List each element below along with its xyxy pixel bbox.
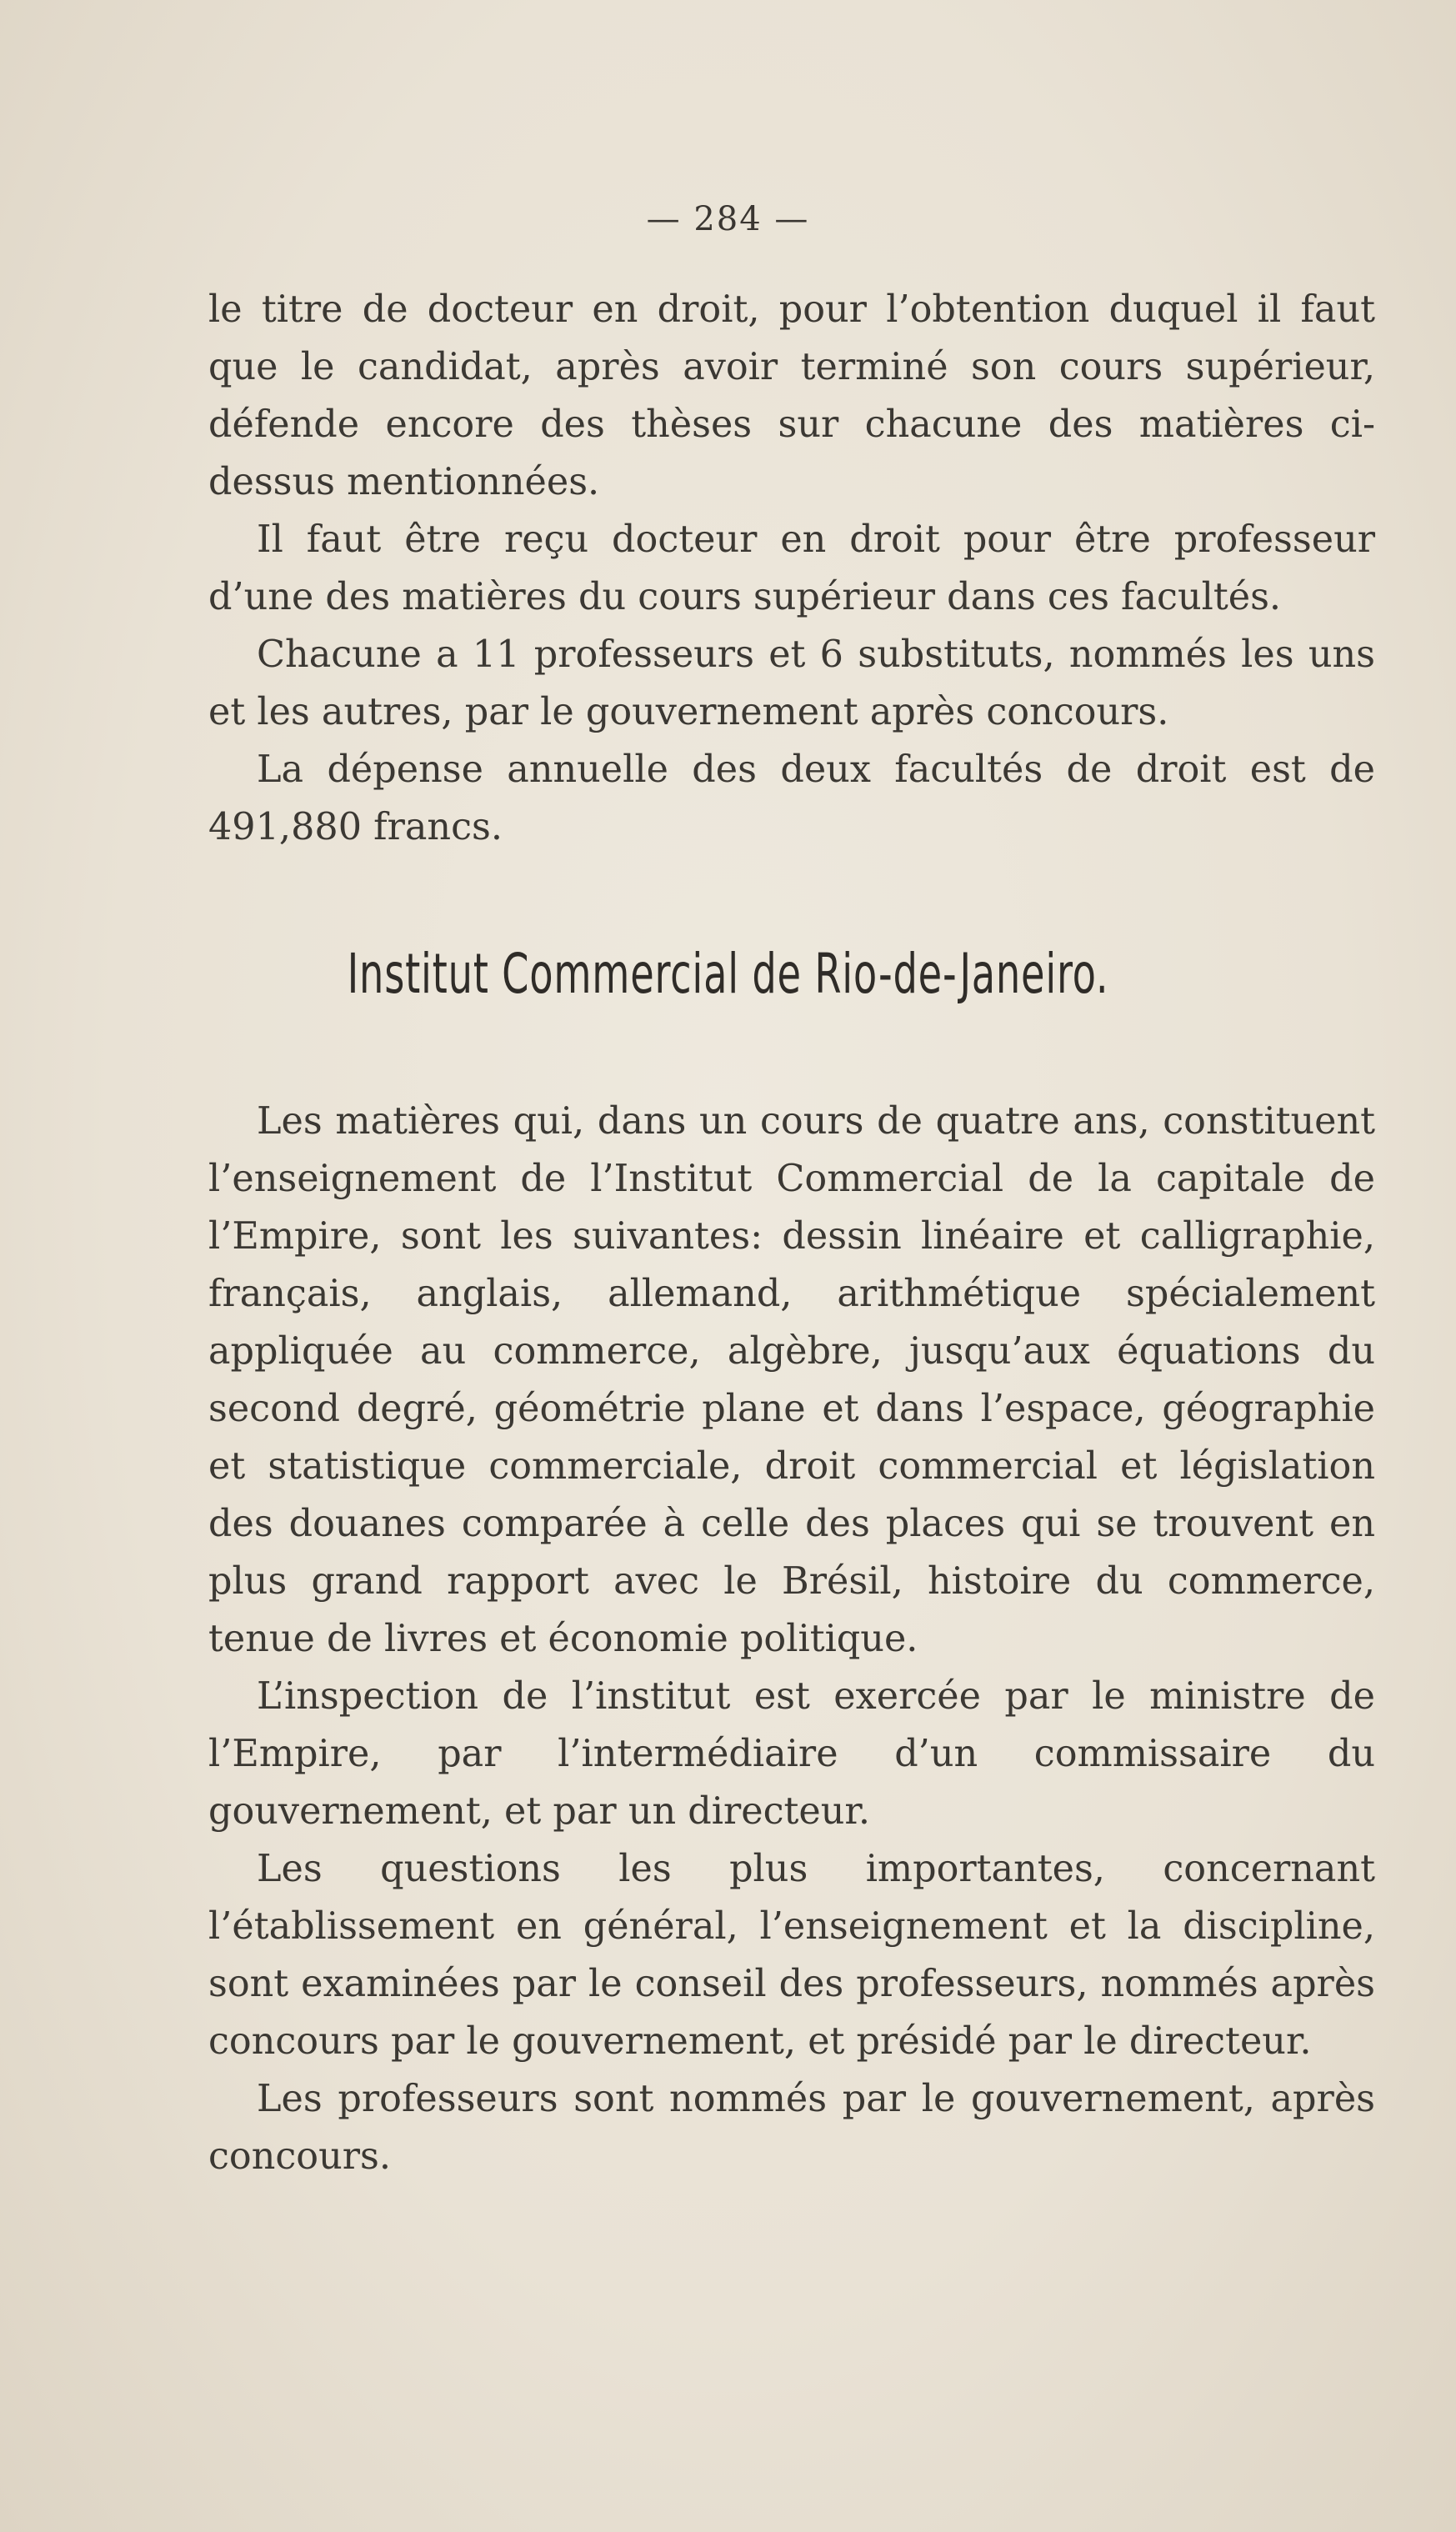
paragraph-doctorate: le titre de docteur en droit, pour l’obtention duquel il faut que le candidat, après avoir terminé son cours supérieur, défende encore des thèses sur chacune des matières ci-dessus mentionnées. [208, 288, 1375, 503]
paragraph-curriculum: Les matières qui, dans un cours de quatre ans, constituent l’enseignement de l’Institut Commercial de la capitale de l’Empire, sont les suivantes: dessin linéaire et calligraphie, français, anglais, allemand, arithmétique spécialement appliquée au commerce, algèbre, jusqu’aux équations du second degré, géométrie plane et dans l’espace, géographie et statistique commerciale, droit commercial et législation des douanes comparée à celle des places qui se trouvent en plus grand rapport avec le Brésil, histoire du commerce, tenue de livres et économie politique. [208, 1100, 1375, 1660]
paragraph-faculty-staff: Chacune a 11 professeurs et 6 substituts, nommés les uns et les autres, par le gouvernement après concours. [208, 633, 1375, 733]
paragraph-professor-requirement: Il faut être reçu docteur en droit pour être professeur d’une des matières du cours supérieur dans ces facultés. [208, 518, 1375, 618]
section-text-block [208, 1093, 1375, 2185]
top-text-block [208, 281, 1375, 856]
paragraph-council: Les questions les plus importantes, concernant l’établissement en général, l’enseignement et la discipline, sont examinées par le conseil des professeurs, nommés après concours par le gouvernement, et présidé par le directeur. [208, 1848, 1375, 2063]
paragraph-inspection: L’inspection de l’institut est exercée par le ministre de l’Empire, par l’intermédiaire d’un commissaire du gouvernement, et par un directeur. [208, 1675, 1375, 1833]
section-heading: Institut Commercial de Rio-de-Janeiro. [347, 942, 1109, 1006]
paragraph-appointment: Les professeurs sont nommés par le gouvernement, après concours. [208, 2078, 1375, 2178]
paragraph-annual-expense: La dépense annuelle des deux facultés de droit est de 491,880 francs. [208, 748, 1375, 848]
page-number: — 284 — [646, 200, 810, 238]
